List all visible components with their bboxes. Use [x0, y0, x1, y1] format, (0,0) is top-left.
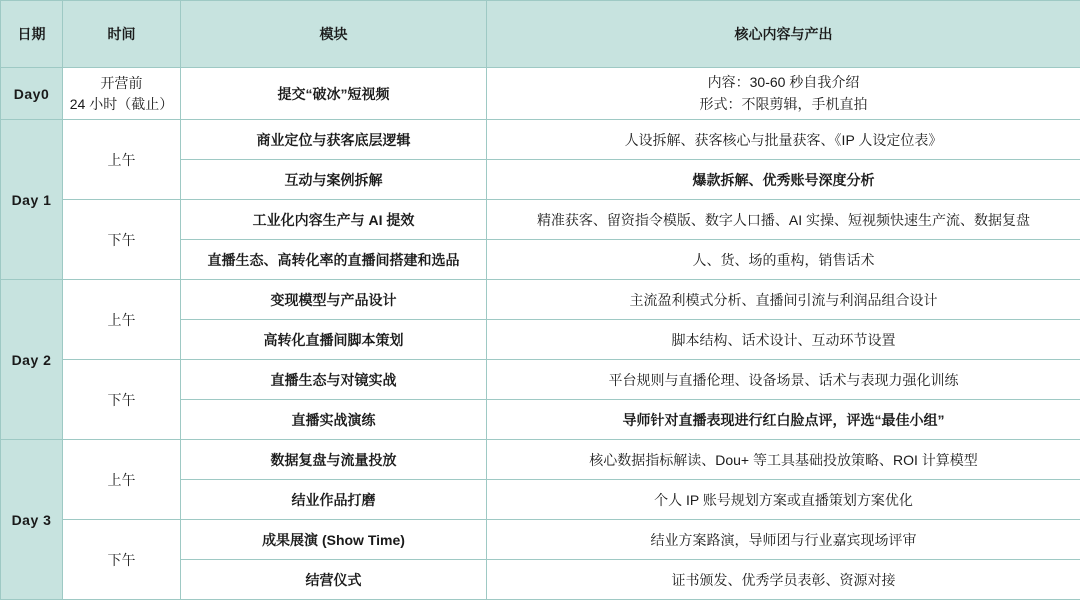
- module-content: [487, 560, 1080, 600]
- module-content-line: 证书颁发、优秀学员表彰、资源对接: [493, 570, 1074, 590]
- time-slot-line: 下午: [69, 550, 174, 570]
- time-slot-line: 上午: [69, 470, 174, 490]
- module-content-line: 人设拆解、获客核心与批量获客、《IP 人设定位表》: [493, 130, 1074, 150]
- module-content: [487, 320, 1080, 360]
- time-slot: [63, 200, 181, 280]
- time-slot: [63, 280, 181, 360]
- table-row: [1, 360, 1080, 400]
- module-title: 直播生态、高转化率的直播间搭建和选品: [181, 240, 487, 280]
- module-content-line: 精准获客、留资指令模版、数字人口播、AI 实操、短视频快速生产流、数据复盘: [493, 210, 1074, 230]
- time-slot: [63, 520, 181, 600]
- module-content-line: 个人 IP 账号规划方案或直播策划方案优化: [493, 490, 1074, 510]
- day-label: Day0: [1, 68, 63, 120]
- module-content-line: 形式：不限剪辑，手机直拍: [493, 94, 1074, 116]
- table-body: [1, 68, 1080, 600]
- table-row: [1, 68, 1080, 120]
- module-title: 直播实战演练: [181, 400, 487, 440]
- module-title: 工业化内容生产与 AI 提效: [181, 200, 487, 240]
- module-content-line: 平台规则与直播伦理、设备场景、话术与表现力强化训练: [493, 370, 1074, 390]
- time-slot-line: 上午: [69, 310, 174, 330]
- time-slot: [63, 360, 181, 440]
- module-content: [487, 440, 1080, 480]
- module-title: 数据复盘与流量投放: [181, 440, 487, 480]
- module-content-line: 人、货、场的重构，销售话术: [493, 250, 1074, 270]
- day-label: Day 2: [1, 280, 63, 440]
- table-header: [1, 1, 1080, 68]
- column-header-module: 模块: [181, 1, 487, 68]
- module-title: 商业定位与获客底层逻辑: [181, 120, 487, 160]
- column-header-time: 时间: [63, 1, 181, 68]
- time-slot-line: 下午: [69, 230, 174, 250]
- day-label: Day 1: [1, 120, 63, 280]
- time-slot-line: 开营前: [69, 73, 174, 94]
- table-row: [1, 520, 1080, 560]
- column-header-content: 核心内容与产出: [487, 1, 1080, 68]
- module-content-line: 内容：30-60 秒自我介绍: [493, 72, 1074, 94]
- table-row: [1, 120, 1080, 160]
- module-content-line: 脚本结构、话术设计、互动环节设置: [493, 330, 1074, 350]
- module-content: [487, 520, 1080, 560]
- module-title: 成果展演 (Show Time): [181, 520, 487, 560]
- module-content: [487, 120, 1080, 160]
- table-row: [1, 200, 1080, 240]
- column-header-date: 日期: [1, 1, 63, 68]
- day-label: Day 3: [1, 440, 63, 600]
- module-content-line: 主流盈利模式分析、直播间引流与利润品组合设计: [493, 290, 1074, 310]
- module-title: 变现模型与产品设计: [181, 280, 487, 320]
- table-row: [1, 440, 1080, 480]
- module-content: [487, 160, 1080, 200]
- module-title: 互动与案例拆解: [181, 160, 487, 200]
- module-content: [487, 280, 1080, 320]
- time-slot-line: 24 小时（截止）: [69, 94, 174, 115]
- module-content-line: 爆款拆解、优秀账号深度分析: [493, 170, 1074, 190]
- module-content: [487, 240, 1080, 280]
- module-content: [487, 200, 1080, 240]
- module-content-line: 结业方案路演，导师团与行业嘉宾现场评审: [493, 530, 1074, 550]
- table-header-row: [1, 1, 1080, 68]
- module-content-line: 导师针对直播表现进行红白脸点评，评选“最佳小组”: [493, 410, 1074, 430]
- module-content-line: 核心数据指标解读、Dou+ 等工具基础投放策略、ROI 计算模型: [493, 450, 1074, 470]
- time-slot: [63, 120, 181, 200]
- module-title: 结业作品打磨: [181, 480, 487, 520]
- module-content: [487, 68, 1080, 120]
- time-slot: [63, 440, 181, 520]
- module-content: [487, 400, 1080, 440]
- time-slot-line: 上午: [69, 150, 174, 170]
- module-title: 直播生态与对镜实战: [181, 360, 487, 400]
- table-row: [1, 280, 1080, 320]
- time-slot-line: 下午: [69, 390, 174, 410]
- module-title: 提交“破冰”短视频: [181, 68, 487, 120]
- module-title: 高转化直播间脚本策划: [181, 320, 487, 360]
- module-content: [487, 360, 1080, 400]
- time-slot: [63, 68, 181, 120]
- module-title: 结营仪式: [181, 560, 487, 600]
- module-content: [487, 480, 1080, 520]
